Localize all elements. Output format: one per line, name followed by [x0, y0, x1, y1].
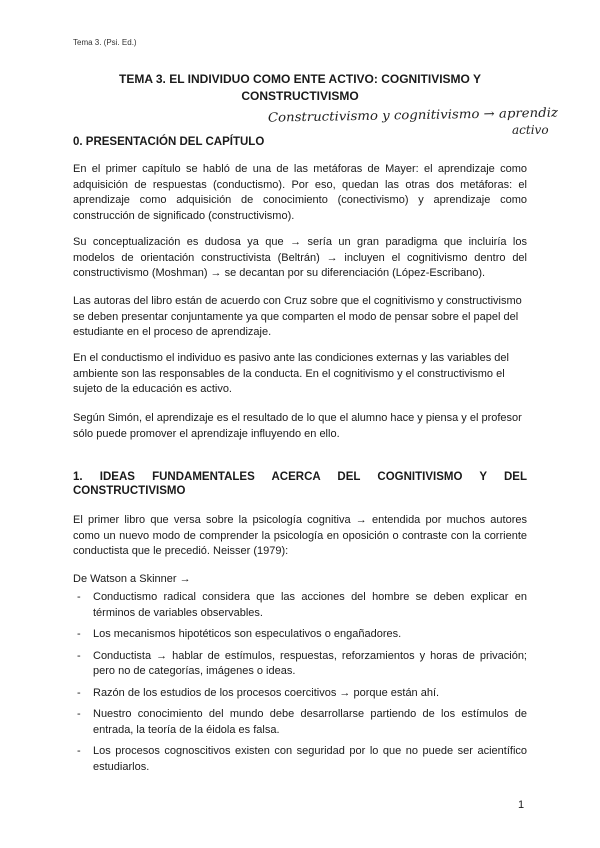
section-1-lead: De Watson a Skinner →: [73, 573, 191, 585]
list-item: - Los mecanismos hipotéticos son especulativos o engañadores.: [73, 627, 527, 643]
section-1-heading-line-1: 1. IDEAS FUNDAMENTALES ACERCA DEL COGNITIVISMO Y DEL: [73, 471, 527, 483]
handwritten-annotation-line-2: activo: [512, 123, 549, 137]
section-0-paragraph-5: Según Simón, el aprendizaje es el resultado de lo que el alumno hace y piensa y el profesor sólo puede promover el aprendizaje influyendo en ello.: [73, 412, 522, 440]
section-0-paragraph-1: En el primer capítulo se habló de una de las metáforas de Mayer: el aprendizaje como adquisición de respuestas (conductismo). Por eso, quedan las otras dos metáforas: el aprendizaje como adquisición de conocimiento (conectivismo) y aprendizaje como construcción de significado (constructivismo).: [73, 163, 527, 222]
page-title: [60, 71, 540, 105]
handwritten-annotation: [268, 103, 568, 139]
handwritten-annotation-line-1: Constructivismo y cognitivismo → aprendiz: [267, 104, 541, 125]
bullet-list: [73, 590, 527, 781]
page-number: 1: [518, 799, 525, 811]
section-1-heading-line-2: CONSTRUCTIVISMO: [73, 485, 186, 497]
page-title-line-2: CONSTRUCTIVISMO: [241, 89, 359, 103]
page-title-line-1: TEMA 3. EL INDIVIDUO COMO ENTE ACTIVO: COGNITIVISMO Y: [118, 72, 482, 86]
list-item: - Conductista → hablar de estímulos, respuestas, reforzamientos y horas de privación; pero no de categorías, imágenes o ideas.: [73, 649, 527, 680]
section-0-paragraph-2: Su conceptualización es dudosa ya que → sería un gran paradigma que incluiría los modelos de orientación constructivista (Beltrán) → incluyen el cognitivismo dentro del constructivismo (Moshman) → se decantan por su diferenciación (López-Escribano).: [73, 236, 527, 279]
section-1-intro: El primer libro que versa sobre la psicología cognitiva → entendida por muchos autores como un nuevo modo de comprender la psicología en oposición o contraste con la corriente conductista que le precedió. Neisser (1979):: [73, 514, 527, 557]
list-item: - Razón de los estudios de los procesos coercitivos → porque están ahí.: [73, 686, 527, 702]
section-0-paragraph-4: En el conductismo el individuo es pasivo ante las condiciones externas y las variables del ambiente son las responsables de la conducta. En el cognitivismo y el constructivismo el sujeto de la educación es activo.: [73, 352, 509, 395]
section-0-paragraph-3: Las autoras del libro están de acuerdo con Cruz sobre que el cognitivismo y constructivismo se deben presentar conjuntamente ya que comparten el modo de pensar sobre el papel del estudiante en el proceso de aprendizaje.: [73, 295, 522, 338]
section-0-heading: 0. PRESENTACIÓN DEL CAPÍTULO: [73, 136, 265, 148]
list-item: - Nuestro conocimiento del mundo debe desarrollarse partiendo de los estímulos de entrada, la teoría de la éidola es falsa.: [73, 707, 527, 738]
list-item: - Conductismo radical considera que las acciones del hombre se deben explicar en términos de variables observables.: [73, 590, 527, 621]
list-item: - Los procesos cognoscitivos existen con seguridad por lo que no puede ser acientífico estudiarlos.: [73, 744, 527, 775]
running-header: Tema 3. (Psi. Ed.): [73, 38, 137, 47]
